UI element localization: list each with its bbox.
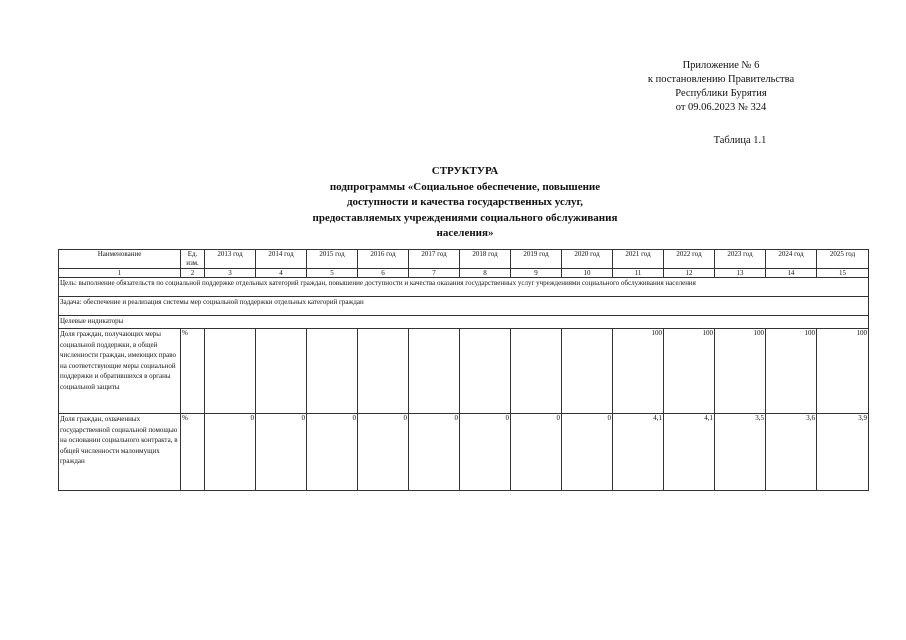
header-cell: 2014 год bbox=[256, 250, 307, 269]
indicator-value: 3,6 bbox=[766, 414, 817, 491]
header-cell: 2024 год bbox=[766, 250, 817, 269]
header-cell: Ед. изм. bbox=[181, 250, 205, 269]
indicator-value bbox=[358, 329, 409, 414]
indicator-name: Доля граждан, охваченных государственной социальной помощью на основании социального контракта, в общей численности малоимущих граждан bbox=[59, 414, 181, 491]
column-number: 7 bbox=[409, 269, 460, 278]
title-line: доступности и качества государственных услуг, bbox=[346, 196, 584, 208]
table-row bbox=[59, 414, 869, 491]
indicator-value bbox=[256, 329, 307, 414]
header-cell: 2019 год bbox=[511, 250, 562, 269]
indicators-row bbox=[59, 316, 869, 329]
header-cell: 2015 год bbox=[307, 250, 358, 269]
indicator-value: 4,1 bbox=[613, 414, 664, 491]
appendix-line: Приложение № 6 bbox=[682, 60, 760, 71]
title-line: населения» bbox=[436, 227, 494, 239]
indicator-name: Доля граждан, получающих меры социальной поддержки, в общей численности граждан, имеющих право на соответствующие меры социальной поддержки и обратившихся в органы социальной защиты bbox=[59, 329, 181, 414]
table-label: Таблица 1.1 bbox=[713, 135, 767, 146]
indicator-value bbox=[460, 329, 511, 414]
column-number: 15 bbox=[817, 269, 869, 278]
indicator-value: 3,5 bbox=[715, 414, 766, 491]
indicator-value bbox=[562, 329, 613, 414]
task-row bbox=[59, 297, 869, 316]
column-number: 9 bbox=[511, 269, 562, 278]
column-number: 8 bbox=[460, 269, 511, 278]
indicator-value: 100 bbox=[715, 329, 766, 414]
header-cell: 2020 год bbox=[562, 250, 613, 269]
header-cell: 2016 год bbox=[358, 250, 409, 269]
indicator-value: 100 bbox=[664, 329, 715, 414]
indicator-value: 0 bbox=[205, 414, 256, 491]
header-cell: 2021 год bbox=[613, 250, 664, 269]
goal-text: Цель: выполнение обязательств по социальной поддержке отдельных категорий граждан, повышение доступности и качества оказания государственных услуг учреждениями социального обслуживания населения bbox=[59, 278, 869, 297]
indicator-value: 100 bbox=[817, 329, 869, 414]
table-row bbox=[59, 329, 869, 414]
column-number: 3 bbox=[205, 269, 256, 278]
appendix-line: к постановлению Правительства bbox=[647, 74, 795, 85]
column-number: 4 bbox=[256, 269, 307, 278]
header-cell: 2022 год bbox=[664, 250, 715, 269]
indicator-unit: % bbox=[181, 414, 205, 491]
column-number: 12 bbox=[664, 269, 715, 278]
indicator-value: 0 bbox=[460, 414, 511, 491]
task-text: Задача: обеспечение и реализация системы мер социальной поддержки отдельных категорий граждан bbox=[59, 297, 869, 316]
column-number: 2 bbox=[181, 269, 205, 278]
appendix-line: Республики Бурятия bbox=[675, 88, 767, 99]
header-cell: Наименование bbox=[59, 250, 181, 269]
indicator-value: 100 bbox=[613, 329, 664, 414]
indicator-value: 100 bbox=[766, 329, 817, 414]
indicator-value bbox=[205, 329, 256, 414]
header-cell: 2018 год bbox=[460, 250, 511, 269]
indicator-value: 0 bbox=[562, 414, 613, 491]
header-cell: 2017 год bbox=[409, 250, 460, 269]
indicator-unit: % bbox=[181, 329, 205, 414]
indicator-value: 4,1 bbox=[664, 414, 715, 491]
column-number: 6 bbox=[358, 269, 409, 278]
column-number: 10 bbox=[562, 269, 613, 278]
indicator-value: 0 bbox=[409, 414, 460, 491]
document-title bbox=[270, 164, 660, 242]
column-number: 13 bbox=[715, 269, 766, 278]
title-line: СТРУКТУРА bbox=[431, 165, 499, 177]
header-cell: 2025 год bbox=[817, 250, 869, 269]
title-line: подпрограммы «Социальное обеспечение, повышение bbox=[329, 180, 601, 193]
title-line: предоставляемых учреждениями социального обслуживания bbox=[312, 211, 618, 224]
goal-row bbox=[59, 278, 869, 297]
column-number: 5 bbox=[307, 269, 358, 278]
column-number-row bbox=[59, 269, 869, 278]
header-row bbox=[59, 250, 869, 269]
indicator-value: 0 bbox=[307, 414, 358, 491]
column-number: 14 bbox=[766, 269, 817, 278]
indicator-value: 3,9 bbox=[817, 414, 869, 491]
indicator-value bbox=[307, 329, 358, 414]
column-number: 11 bbox=[613, 269, 664, 278]
indicator-value: 0 bbox=[358, 414, 409, 491]
indicators-label: Целевые индикаторы bbox=[59, 316, 869, 329]
header-cell: 2023 год bbox=[715, 250, 766, 269]
appendix-line: от 09.06.2023 № 324 bbox=[675, 102, 767, 113]
indicator-value: 0 bbox=[511, 414, 562, 491]
indicator-value bbox=[511, 329, 562, 414]
structure-table bbox=[58, 249, 869, 491]
header-cell: 2013 год bbox=[205, 250, 256, 269]
indicator-value: 0 bbox=[256, 414, 307, 491]
appendix-block bbox=[621, 59, 821, 115]
column-number: 1 bbox=[59, 269, 181, 278]
indicator-value bbox=[409, 329, 460, 414]
